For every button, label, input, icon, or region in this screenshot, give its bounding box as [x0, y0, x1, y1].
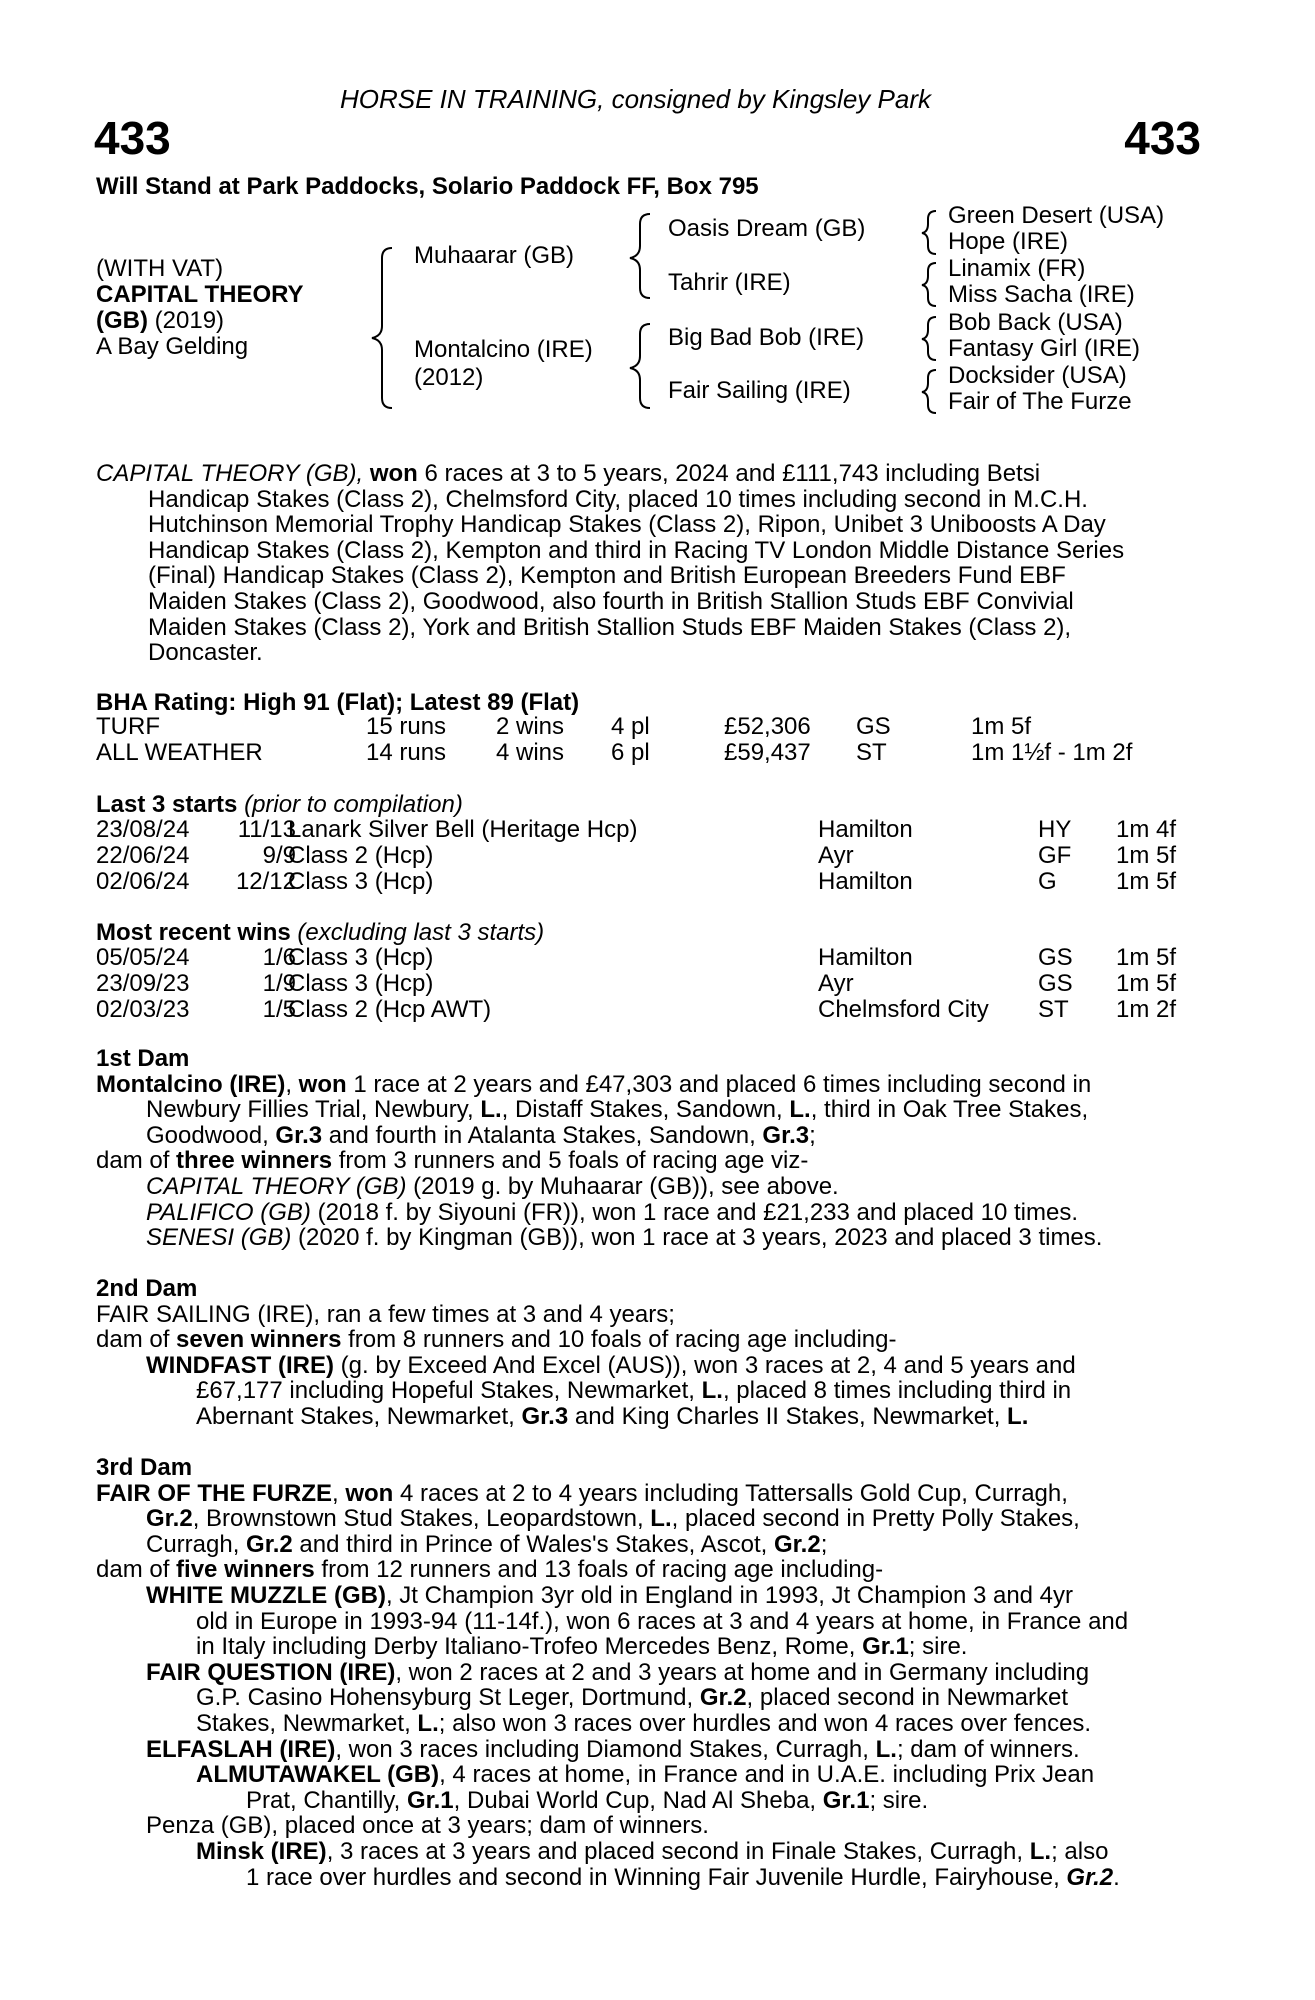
fourth-gen-progeny-cont: 1 race over hurdles and second in Winning Fair Juvenile Hurdle, Fairyhouse, Gr.2. [246, 1863, 1120, 1891]
summary-line-5: (Final) Handicap Stakes (Class 2), Kempton and British European Breeders Fund EBF [148, 562, 1066, 590]
sire-dam-sire: Linamix (FR) [948, 255, 1086, 282]
third-dam-progeny-cont: in Italy including Derby Italiano-Trofeo Mercedes Benz, Rome, Gr.1; sire. [196, 1633, 968, 1661]
summary-paragraph [96, 461, 1204, 666]
first-dam-line-2: Newbury Fillies Trial, Newbury, L., Distaff Stakes, Sandown, L., third in Oak Tree Stakes, [146, 1096, 1089, 1124]
third-dam-progeny-cont: old in Europe in 1993-94 (11-14f.), won 6 races at 3 and 4 years at home, in France and [196, 1607, 1129, 1635]
last3-note: (prior to compilation) [237, 791, 463, 818]
sire-sire-sire: Green Desert (USA) [948, 202, 1165, 229]
last3-heading-line [96, 791, 463, 819]
lot-number-left: 433 [94, 112, 171, 164]
third-dam-progeny-cont: G.P. Casino Hohensyburg St Leger, Dortmund, Gr.2, placed second in Newmarket [196, 1684, 1069, 1712]
summary-line-4: Handicap Stakes (Class 2), Kempton and third in Racing TV London Middle Distance Series [148, 536, 1125, 564]
second-dam-progeny: WINDFAST (IRE) (g. by Exceed And Excel (AUS)), won 3 races at 2, 4 and 5 years and [146, 1351, 1076, 1379]
horse-country: (GB) [96, 307, 148, 334]
sire-sire: Oasis Dream (GB) [668, 215, 866, 242]
recent-note: (excluding last 3 starts) [290, 919, 545, 946]
fourth-gen-progeny: ALMUTAWAKEL (GB), 4 races at home, in France and in U.A.E. including Prix Jean [196, 1761, 1095, 1789]
sire-sire-dam: Hope (IRE) [948, 228, 1069, 255]
horse-description: A Bay Gelding [96, 333, 249, 360]
horse-year: (2019) [147, 307, 225, 334]
second-dam-heading: 2nd Dam [96, 1275, 198, 1302]
summary-horse-name: CAPITAL THEORY (GB), [96, 460, 364, 487]
summary-line-8: Doncaster. [148, 639, 263, 667]
summary-line-1: CAPITAL THEORY (GB), won 6 races at 3 to 5 years, 2024 and £111,743 including Betsi [96, 460, 1041, 487]
fourth-gen-progeny: Minsk (IRE), 3 races at 3 years and placed second in Finale Stakes, Curragh, L.; also [196, 1837, 1109, 1865]
fourth-gen-progeny-cont: Prat, Chantilly, Gr.1, Dubai World Cup, Nad Al Sheba, Gr.1; sire. [246, 1786, 929, 1814]
first-dam-progeny: SENESI (GB) (2020 f. by Kingman (GB)), won 1 race at 3 years, 2023 and placed 3 times. [146, 1224, 1103, 1252]
last3-heading: Last 3 starts [96, 791, 238, 818]
third-dam-line-3: Curragh, Gr.2 and third in Prince of Wales's Stakes, Ascot, Gr.2; [146, 1530, 828, 1558]
sire-dam-dam: Miss Sacha (IRE) [948, 281, 1135, 308]
horse-name: CAPITAL THEORY [96, 281, 304, 308]
sire-dam: Tahrir (IRE) [668, 269, 791, 296]
location-line: Will Stand at Park Paddocks, Solario Paddock FF, Box 795 [96, 173, 759, 200]
third-dam-line-1: FAIR OF THE FURZE, won 4 races at 2 to 4 years including Tattersalls Gold Cup, Curragh, [96, 1479, 1068, 1507]
third-dam-progeny: WHITE MUZZLE (GB), Jt Champion 3yr old in England in 1993, Jt Champion 3 and 4yr [146, 1581, 1074, 1609]
first-dam-line-1: Montalcino (IRE), won 1 race at 2 years and £47,303 and placed 6 times including second in [96, 1070, 1092, 1098]
third-dam-line-2: Gr.2, Brownstown Stud Stakes, Leopardstown, L., placed second in Pretty Polly Stakes, [146, 1505, 1080, 1533]
first-dam-line-4: dam of three winners from 3 runners and 5 foals of racing age viz- [96, 1147, 809, 1175]
recent-heading-line [96, 919, 544, 947]
lot-number-right: 433 [1124, 112, 1201, 164]
page-subtitle: HORSE IN TRAINING, consigned by Kingsley Park [340, 84, 931, 114]
third-dam-heading: 3rd Dam [96, 1454, 193, 1481]
summary-line-3: Hutchinson Memorial Trophy Handicap Stakes (Class 2), Ripon, Unibet 3 Uniboosts A Day [148, 511, 1106, 539]
third-dam-progeny: Penza (GB), placed once at 3 years; dam of winners. [146, 1812, 709, 1840]
dam-sire-dam: Fantasy Girl (IRE) [948, 335, 1141, 362]
catalogue-page: HORSE IN TRAINING, consigned by Kingsley Park 433 433 Will Stand at Park Paddocks, Solario Paddock FF, Box 795 (WITH VAT) CAPITAL THEORY (GB) (2019) A Bay Gelding Muhaarar (GB) Montalcino (IRE) (2012) Oasis Dream (GB) Tahrir (IRE) Big Bad Bob (IRE) Fair Sailing (IRE) Green Desert (USA) Hope (IRE) Linamix (FR) Miss Sacha (IRE) Bob Back (USA) Fantasy Girl (IRE) Docksider (USA) Fair of The Furze CAPITAL THEORY (GB), won 6 races at 3 to 5 years, 2024 and £111,743 including Betsi Handicap Stakes (Class 2), Chelmsford City, placed 10 times including second in M.C.H. Hutchinson Memorial Trophy Handicap Stakes (Class 2), Ripon, Unibet 3 Uniboosts A Day Handicap Stakes (Class 2), Kempton and third in Racing TV London Middle Distance Series (Final) Handicap Stakes (Class 2), Kempton and British European Breeders Fund EBF Maiden Stakes (Class 2), Goodwood, also fourth in British Stallion Studs EBF Convivial Maiden Stakes (Class 2), York and British Stallion Studs EBF Maiden Stakes (Class 2), Doncaster. BHA Rating: High 91 (Flat); Latest 89 (Flat) TURF 15 runs 2 wins 4 pl £52,306 GS 1m 5f ALL WEATHER 14 runs 4 wins 6 pl £59,437 ST 1m 1½f - 1m 2f Last 3 starts (prior to compilation) 23/08/24 11/13 Lanark Silver Bell (Heritage Hcp) Hamilton HY 1m 4f 22/06/24 9/9 Class 2 (Hcp) Ayr GF 1m 5f 02/06/24 12/12 Class 3 (Hcp) Hamilton G 1m 5f Most recent wins (excluding last 3 starts) 05/05/24 1/6 Class 3 (Hcp) Hamilton GS 1m 5f 23/09/23 1/9 Class 3 (Hcp) Ayr GS 1m 5f 02/03/23 1/5 Class 2 (Hcp AWT) Chelmsford City ST 1m 2f 1st Dam Montalcino (IRE), won 1 race at 2 years and £47,303 and placed 6 times including second in Newbury Fillies Trial, Newbury, L., Distaff Stakes, Sandown, L., third in Oak Tree Stakes, Goodwood, Gr.3 and fourth in Atalanta Stakes, Sandown, Gr.3; dam of three winners from 3 runners and 5 foals of racing age viz- CAPITAL THEORY (GB) (2019 g. by Muhaarar (GB)), see above. PALIFICO (GB) (2018 f. by Siyouni (FR)), won 1 race and £21,233 and placed 10 times. SENESI (GB) (2020 f. by Kingman (GB)), won 1 race at 3 years, 2023 and placed 3 times. 2nd Dam FAIR SAILING (IRE), ran a few times at 3 and 4 years; dam of seven winners from 8 runners and 10 foals of racing age including- WINDFAST (IRE) (g. by Exceed And Excel (AUS)), won 3 races at 2, 4 and 5 years and £67,177 including Hopeful Stakes, Newmarket, L., placed 8 times including third in Abernant Stakes, Newmarket, Gr.3 and King Charles II Stakes, Newmarket, L. 3rd Dam FAIR OF THE FURZE, won 4 races at 2 to 4 years including Tattersalls Gold Cup, Curragh, Gr.2, Brownstown Stud Stakes, Leopardstown, L., placed second in Pretty Polly Stakes, Curragh, Gr.2 and third in Prince of Wales's Stakes, Ascot, Gr.2; dam of five winners from 12 runners and 13 foals of racing age including- WHITE MUZZLE (GB), Jt Champion 3yr old in England in 1993, Jt Champion 3 and 4yr old in Europe in 1993-94 (11-14f.), won 6 races at 3 and 4 years at home, in France and in Italy including Derby Italiano-Trofeo Mercedes Benz, Rome, Gr.1; sire. FAIR QUESTION (IRE), won 2 races at 2 and 3 years at home and in Germany including G.P. Casino Hohensyburg St Leger, Dortmund, Gr.2, placed second in Newmarket Stakes, Newmarket, L.; also won 3 races over hurdles and won 4 races over fences. ELFASLAH (IRE), won 3 races including Diamond Stakes, Curragh, L.; dam of winners. ALMUTAWAKEL (GB), 4 races at home, in France and in U.A.E. including Prix Jean Prat, Chantilly, Gr.1, Dubai World Cup, Nad Al Sheba, Gr.1; sire. Penza (GB), placed once at 3 years; dam of winners. Minsk (IRE), 3 races at 3 years and placed second in Finale Stakes, Curragh, L.; also 1 race over hurdles and second in Winning Fair Juvenile Hurdle, Fairyhouse, Gr.2. [0, 0, 1315, 2000]
dam-dam: Fair Sailing (IRE) [668, 377, 851, 404]
bha-heading: BHA Rating: High 91 (Flat); Latest 89 (Flat) [96, 689, 580, 716]
first-dam-line-3: Goodwood, Gr.3 and fourth in Atalanta Stakes, Sandown, Gr.3; [146, 1121, 816, 1149]
first-dam-progeny: CAPITAL THEORY (GB) (2019 g. by Muhaarar (GB)), see above. [146, 1172, 839, 1200]
dam-sire: Big Bad Bob (IRE) [668, 324, 865, 351]
third-dam-line-4: dam of five winners from 12 runners and 13 foals of racing age including- [96, 1556, 884, 1584]
third-dam-progeny: ELFASLAH (IRE), won 3 races including Diamond Stakes, Curragh, L.; dam of winners. [146, 1735, 1080, 1763]
dam: Montalcino (IRE) [414, 336, 593, 363]
sire: Muhaarar (GB) [414, 242, 575, 269]
recent-heading: Most recent wins [96, 919, 291, 946]
second-dam-line-2: dam of seven winners from 8 runners and 10 foals of racing age including- [96, 1326, 897, 1354]
summary-line-6: Maiden Stakes (Class 2), Goodwood, also fourth in British Stallion Studs EBF Convivial [148, 587, 1074, 615]
third-dam-progeny-cont: Stakes, Newmarket, L.; also won 3 races over hurdles and won 4 races over fences. [196, 1709, 1092, 1737]
dam-year: (2012) [414, 364, 484, 391]
second-dam-section [96, 1276, 1204, 1430]
vat-label: (WITH VAT) [96, 255, 224, 282]
dam-dam-sire: Docksider (USA) [948, 362, 1127, 389]
third-dam-progeny: FAIR QUESTION (IRE), won 2 races at 2 and 3 years at home and in Germany including [146, 1658, 1090, 1686]
first-dam-section [96, 1046, 1204, 1251]
second-dam-progeny-cont: £67,177 including Hopeful Stakes, Newmarket, L., placed 8 times including third in [196, 1377, 1072, 1405]
summary-line-2: Handicap Stakes (Class 2), Chelmsford City, placed 10 times including second in M.C.H. [148, 485, 1088, 513]
first-dam-progeny: PALIFICO (GB) (2018 f. by Siyouni (FR)), won 1 race and £21,233 and placed 10 times. [146, 1198, 1079, 1226]
second-dam-progeny-cont: Abernant Stakes, Newmarket, Gr.3 and King Charles II Stakes, Newmarket, L. [196, 1402, 1029, 1430]
first-dam-heading: 1st Dam [96, 1045, 190, 1072]
summary-line-7: Maiden Stakes (Class 2), York and British Stallion Studs EBF Maiden Stakes (Class 2), [148, 613, 1072, 641]
dam-sire-sire: Bob Back (USA) [948, 309, 1123, 336]
third-dam-section [96, 1455, 1204, 1890]
dam-dam-dam: Fair of The Furze [948, 388, 1132, 415]
summary-won: won [369, 460, 418, 487]
second-dam-line-1: FAIR SAILING (IRE), ran a few times at 3 and 4 years; [96, 1300, 675, 1328]
